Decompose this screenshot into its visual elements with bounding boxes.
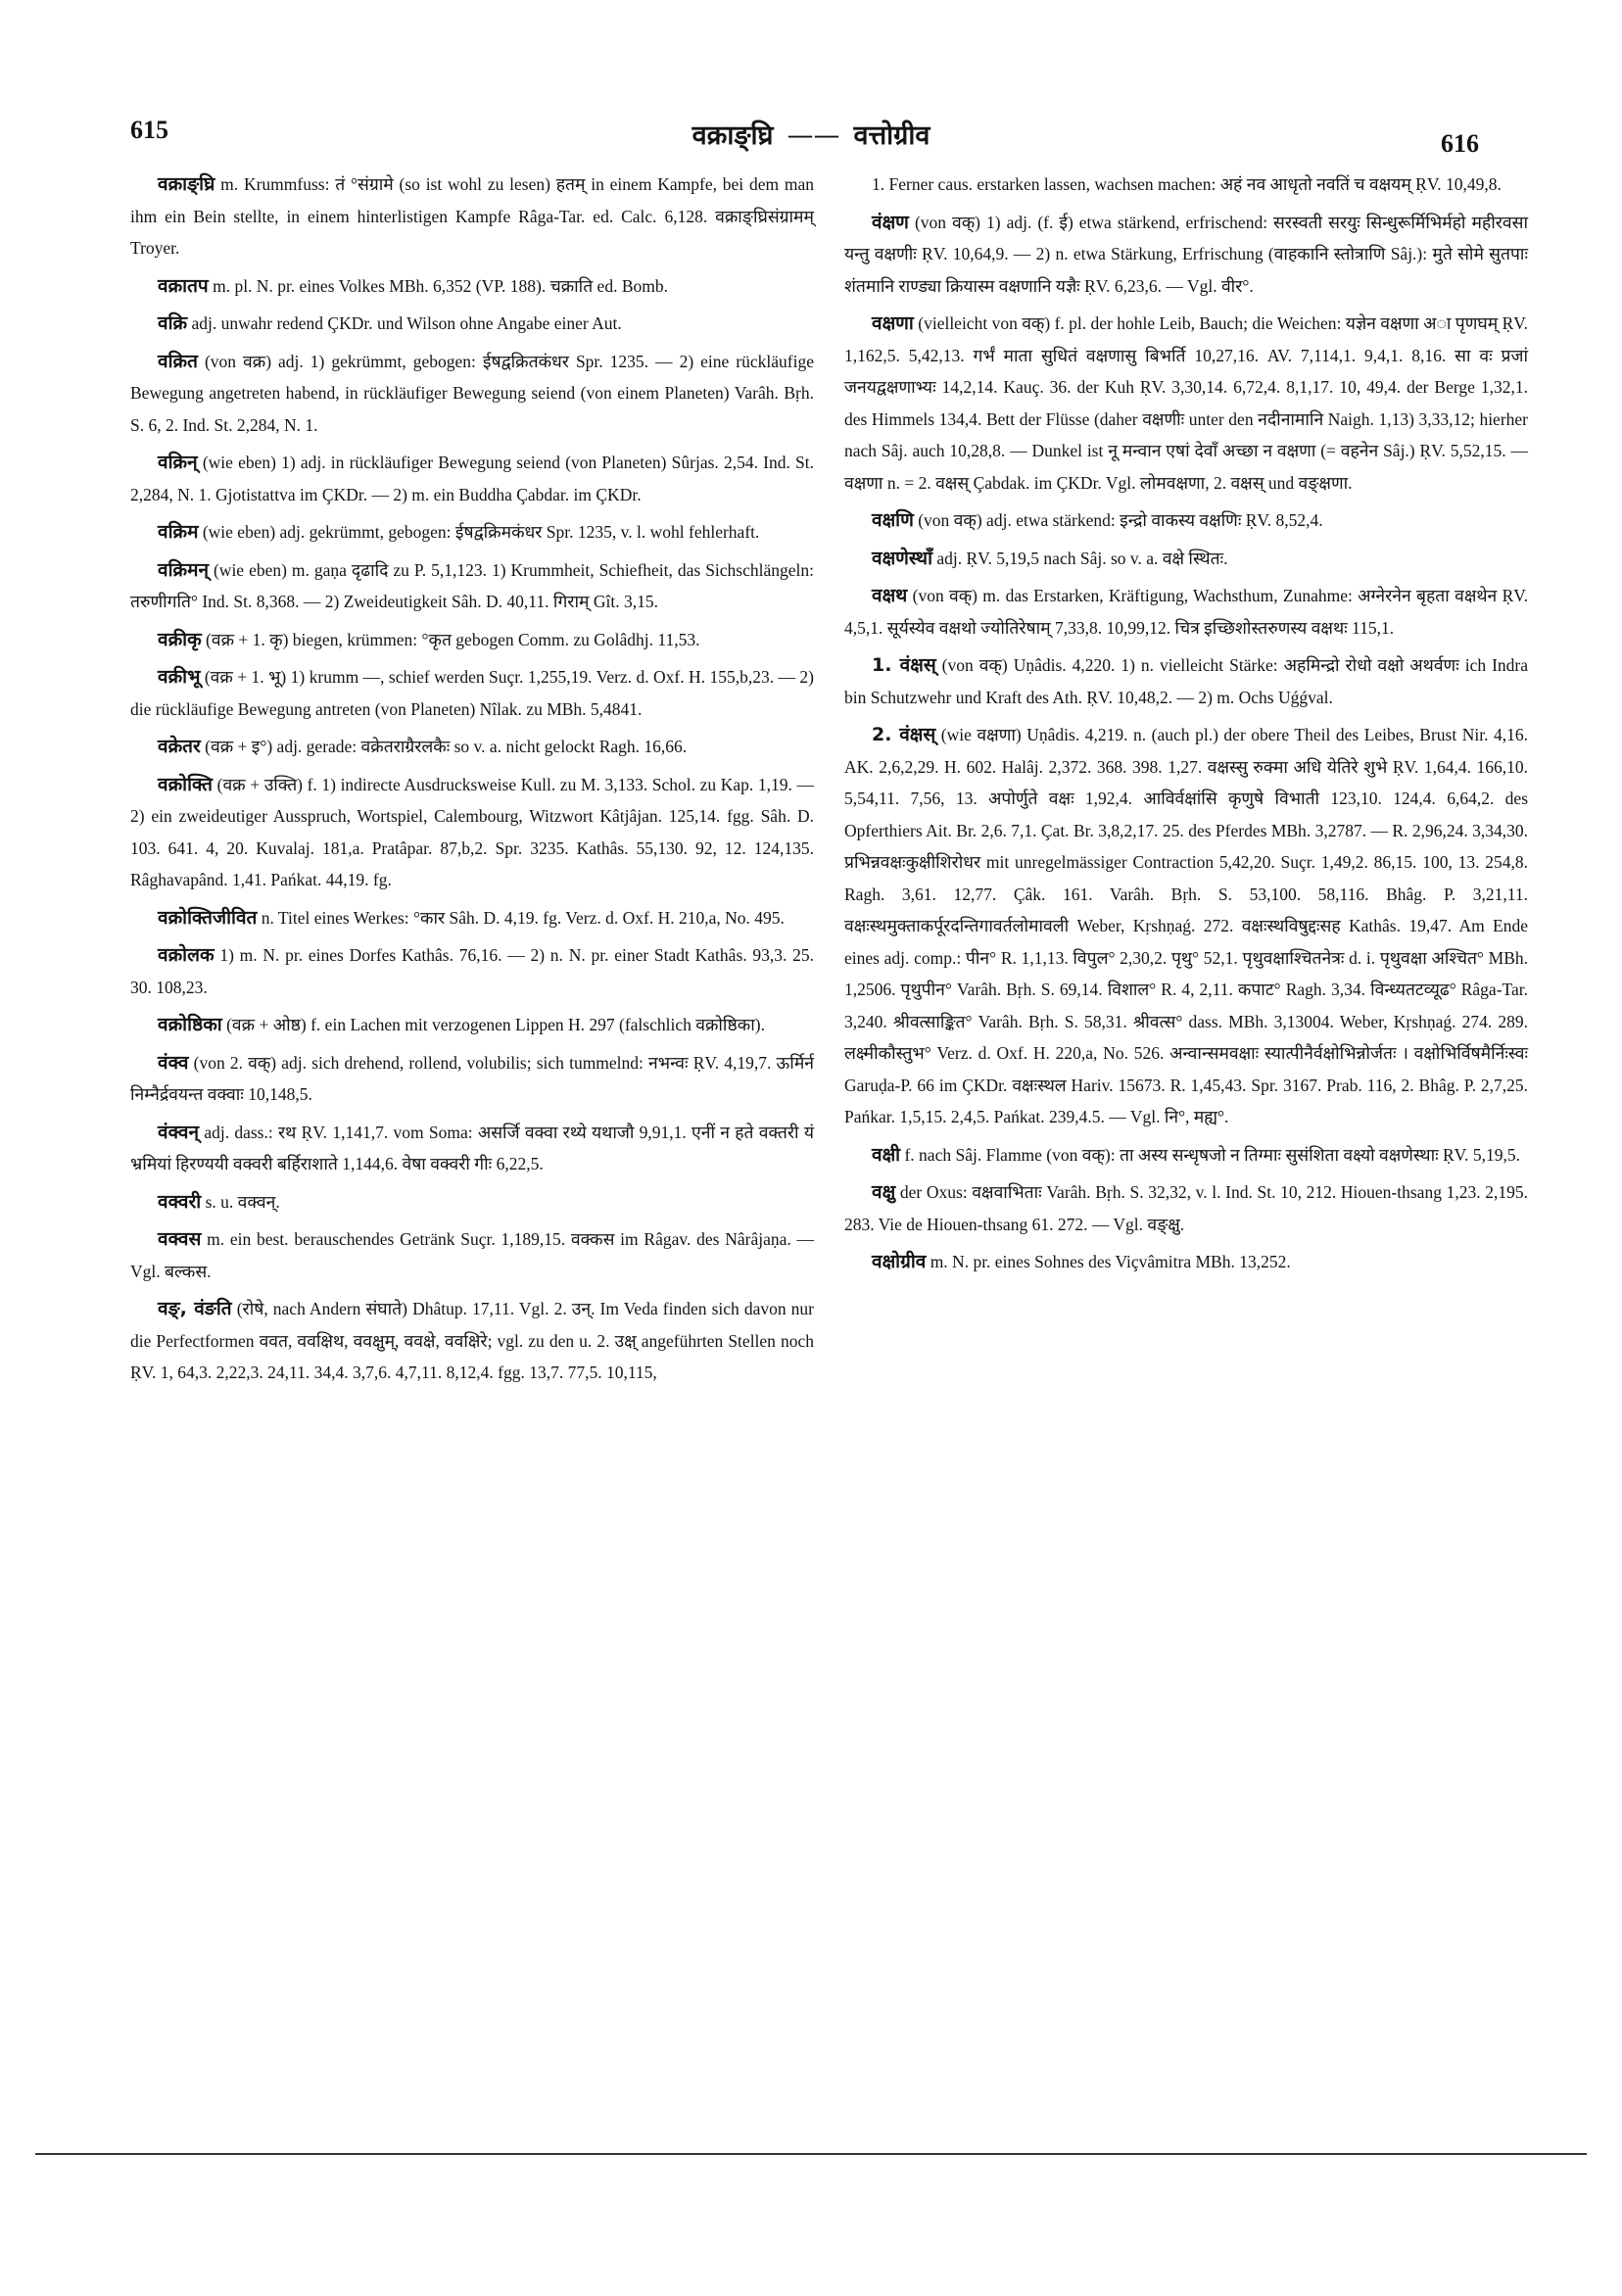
entry-headword: वक्षणा [872,312,914,334]
entry-text: (wie eben) adj. gekrümmt, gebogen: ईषद्वक्रिमकंधर Spr. 1235, v. l. wohl fehlerhaft. [202,522,760,542]
entry-headword: 2. वंक्षस् [872,724,936,745]
entry-text: (वक्र + इ°) adj. gerade: वक्रेतराग्रैरलकैः so v. a. nicht gelockt Ragh. 16,66. [205,737,688,756]
entry-text: adj. dass.: रथ ṚV. 1,141,7. vom Soma: असर्जि वक्वा रथ्ये यथाजौ 9,91,1. एनीं न हते वक्तरी यं भ्रमियां हिरण्ययी वक्वरी बर्हिराशाते 1,144,6. वेषा वक्वरी गीः 6,22,5. [130,1122,814,1173]
entry-headword: वक्रोक्तिजीवित [158,906,258,929]
dictionary-entry [130,939,814,1003]
entry-text: (wie eben) 1) adj. in rückläufiger Bewegung seiend (von Planeten) Sûrjas. 2,54. Ind. St. 2,284, N. 1. Gjotistattva im ÇKDr. — 2) m. ein Buddha Çabdar. im ÇKDr. [130,453,814,504]
entry-text: (वक्र + 1. कृ) biegen, krümmen: °कृत gebogen Comm. zu Golâdhj. 11,53. [206,629,700,649]
dictionary-entry [844,207,1528,303]
entry-headword: वङ्, वंङति [158,1298,232,1319]
page-number-right: 616 [1441,129,1479,158]
entry-headword: वक्रि [158,312,188,334]
dictionary-entry [130,1186,814,1219]
entry-headword: वक्रिन् [158,452,198,473]
entry-text: (वक्र + 1. भू) 1) krumm —, schief werden Suçr. 1,255,19. Verz. d. Oxf. H. 155,b,23. — 2) die rückläufige Bewegung antreten (von Planeten) Nîlak. zu MBh. 5,4841. [130,667,815,719]
entry-headword: वक्वरी [158,1190,202,1213]
dictionary-entry [130,1009,814,1041]
entry-text: m. pl. N. pr. eines Volkes MBh. 6,352 (VP. 188). चक्राति ed. Bomb. [213,275,668,296]
entry-headword: वक्षणेस्थाँ [872,547,932,569]
entry-headword: वक्रोक्ति [158,773,214,795]
dictionary-entry [844,719,1528,1133]
entry-text: (von वक्) m. das Erstarken, Kräftigung, Wachsthum, Zunahme: अग्नेरनेन बृहता वक्षथेन ṚV. 4,5,1. सूर्यस्येव वक्षथो ज्योतिरेषाम् 7,33,8. 10,99,12. चित्र इच्छिशोस्तरुणस्य वक्षथः 115,1. [844,586,1528,638]
running-head [0,116,1622,152]
entry-text: 1) m. N. pr. eines Dorfes Kathâs. 76,16. — 2) n. N. pr. einer Stadt Kathâs. 93,3. 25. 30. 108,23. [130,945,815,997]
entry-headword: वक्राङ्घ्रि [158,173,215,195]
dictionary-entry [844,1139,1528,1172]
dictionary-entry [844,504,1528,537]
dictionary-entry [844,649,1528,713]
dictionary-entry [130,1293,814,1389]
entry-headword: वक्रिम [158,521,199,543]
entry-headword: वक्रोष्ठिका [158,1014,222,1035]
dictionary-entry [844,1246,1528,1278]
dictionary-entry [130,346,814,442]
dictionary-entry [844,580,1528,644]
entry-text: (vielleicht von वक्) f. pl. der hohle Leib, Bauch; die Weichen: यज्ञेन वक्षणा अा पृणघम् ṚV. 1,162,5. 5,42,13. गर्भं माता सुधितं वक्षणासु बिभर्ति 10,27,16. AV. 7,114,1. 9,4,1. 8,16. सा वः प्रजां जनयद्वक्षणाभ्यः 14,2,14. Kauç. 36. der Kuh ṚV. 3,30,14. 6,72,4. 8,1,17. 10, 49,4. der Berge 1,32,1. des Himmels 134,4. Bett der Flüsse (daher वक्षणीः unter den नदीनामानि Naigh. 1,13) 3,33,12; hierher nach Sâj. auch 10,28,8. — Dunkel ist नू मन्वान एषां देवाँ अच्छा न वक्षणा (= वहनेन Sâj.) ṚV. 5,52,15. — वक्षणा n. = 2. वक्षस् Çabdak. im ÇKDr. Vgl. लोमवक्षणा, 2. वक्षस् und वङ्क्षणा. [844,313,1528,493]
entry-text: adj. unwahr redend ÇKDr. und Wilson ohne Angabe einer Aut. [191,313,622,333]
dictionary-entry [130,1117,814,1180]
entry-text: (wie वक्षणा) Uṇâdis. 4,219. n. (auch pl.) der obere Theil des Leibes, Brust Nir. 4,16. AK. 2,6,2,29. H. 602. Halâj. 2,372. 368. 398. 1,27. वक्षस्सु रुक्मा अधि येतिरे शुभे ṚV. 1,64,4. 166,10. 5,54,11. 7,56, 13. अपोर्णुते वक्षः 1,92,4. आविर्वक्षांसि कृणुषे विभाती 123,10. 124,4. 6,64,2. des Opferthiers Ait. Br. 2,6. 7,1. Çat. Br. 3,8,2,17. 25. des Pferdes MBh. 3,2787. — R. 2,96,24. 3,34,30. प्रभिन्नवक्षःकुक्षीशिरोधर mit unregelmässiger Contraction 5,42,20. Suçr. 1,49,2. 86,15. 100, 13. 254,8. Ragh. 3,61. 12,77. Çâk. 161. Varâh. Bṛh. S. 53,100. 58,116. Bhâg. P. 3,21,11. वक्षःस्थमुक्ताकर्पूरदन्तिगावर्तलोमावली Weber, Kṛshṇaǵ. 272. वक्षःस्थविषुद्दःसह Kathâs. 19,47. Am Ende eines adj. comp.: पीन° R. 1,1,13. विपुल° 2,30,2. पृथु° 52,1. पृथुवक्षाश्चितनेत्रः d. i. पृथुवक्षा अश्चित° MBh. 1,2506. पृथुपीन° Varâh. Bṛh. S. 69,14. विशाल° R. 4, 2,11. कपाट° Ragh. 3,34. विन्ध्यतटव्यूढ° Râga-Tar. 3,240. श्रीवत्साङ्कित° Varâh. Bṛh. S. 58,31. श्रीवत्स° dass. MBh. 3,13004. Weber, Kṛshṇaǵ. 274. 289. लक्ष्मीकौस्तुभ° Verz. d. Oxf. H. 220,a, No. 526. अन्वान्समवक्षाः स्यात्पीनैर्वक्षोभिन्नोर्जतः । वक्षोभिर्विषमैर्निःस्वः Garuḍa-P. 66 im ÇKDr. वक्षःस्थल Hariv. 15673. R. 1,45,43. Spr. 3167. Prab. 116, 2. Bhâg. P. 2,7,25. Pańkar. 1,5,15. 2,4,5. Pańkat. 239,4.5. — Vgl. नि°, मह्य°. [844,725,1528,1126]
page-number-left: 615 [130,116,168,144]
dictionary-entry [844,168,1528,201]
entry-text: (von वक्) 1) adj. (f. ई) etwa stärkend, erfrischend: सरस्वती सरयुः सिन्धुरूर्मिभिर्महो महीरवसा यन्तु वक्षणीः ṚV. 10,64,9. — 2) n. etwa Stärkung, Erfrischung (वाहकानि स्तोत्राणि Sâj.): मुते सोमे सुतपाः शंतमानि राण्ड्या क्रियास्म वक्षणानि यज्ञैः ṚV. 6,23,6. — Vgl. वीर°. [844,212,1528,296]
entry-text: s. u. वक्वन्. [205,1191,280,1212]
entry-text: (von 2. वक्) adj. sich drehend, rollend, volubilis; sich tummelnd: नभन्वः ṚV. 4,19,7. ऊर्मिर्न निम्नैर्द्रवयन्त वक्वाः 10,148,5. [130,1052,815,1104]
entry-text: n. Titel eines Werkes: °कार Sâh. D. 4,19. fg. Verz. d. Oxf. H. 210,a, No. 495. [261,907,785,928]
entry-headword: वक्षणि [872,509,914,531]
dictionary-entry [130,624,814,656]
entry-headword: वक्रित [158,350,198,372]
entry-headword: वक्षी [872,1143,901,1166]
entry-text: 1. Ferner caus. erstarken lassen, wachsen machen: अहं नव आधृतो नवतिं च वक्षयम् ṚV. 10,49,8. [872,174,1502,194]
entry-text: m. ein best. berauschendes Getränk Suçr. 1,189,15. वक्कस im Râgav. des Nârâjaṇa. — Vgl. बल्कस. [130,1229,814,1281]
entry-headword: वंक्वन् [158,1121,200,1143]
entry-headword: वक्षथ [872,585,908,606]
entry-headword: वक्षोग्रीव [872,1251,927,1272]
dictionary-entry [130,661,814,725]
dictionary-entry [130,1047,814,1111]
entry-headword: वंक्व [158,1051,189,1074]
entry-headword: वक्रीभू [158,666,201,688]
running-head-dash: —— [787,120,840,151]
right-column [844,168,1528,1284]
dictionary-entry [130,168,814,264]
dictionary-entry [130,902,814,934]
running-head-last: वत्तोग्रीव [853,120,930,151]
dictionary-entry [130,1223,814,1287]
entry-text: adj. ṚV. 5,19,5 nach Sâj. so v. a. वक्षे स्थितः. [936,548,1228,568]
entry-headword: वक्रोलक [158,944,215,966]
dictionary-entry [130,447,814,510]
dictionary-entry [130,308,814,340]
dictionary-entry [130,769,814,896]
entry-headword: वक्रिमन् [158,558,209,581]
entry-headword: वक्वस [158,1228,202,1250]
entry-text: m. N. pr. eines Sohnes des Viçvâmitra MBh. 13,252. [930,1252,1291,1271]
entry-text: (रोषे, nach Andern संघाते) Dhâtup. 17,11. Vgl. 2. उन्. Im Veda finden sich davon nur die Perfectformen ववत, ववक्षिथ, ववक्षुम्, ववक्षे, ववक्षिरे; vgl. zu den u. 2. उक्ष् angeführten Stellen noch ṚV. 1, 64,3. 2,22,3. 24,11. 34,4. 3,7,6. 4,7,11. 8,12,4. fgg. 13,7. 77,5. 10,115, [130,1299,814,1382]
entry-text: f. nach Sâj. Flamme (von वक्): ता अस्य सन्धृषजो न तिग्माः सुसंशिता वक्ष्यो वक्षणेस्थाः ṚV. 5,19,5. [904,1144,1520,1165]
entry-text: m. Krummfuss: तं °संग्रामे (so ist wohl zu lesen) हतम् in einem Kampfe, bei dem man ihm ein Bein stellte, in einem hinterlistigen Kampfe Râga-Tar. ed. Calc. 6,128. वक्राङ्घ्रिसंग्रामम् Troyer. [130,174,814,258]
entry-text: (वक्र + उक्ति) f. 1) indirecte Ausdrucksweise Kull. zu M. 3,133. Schol. zu Kap. 1,19. — 2) ein zweideutiger Ausspruch, Wortspiel, Calembourg, Witzwort Kâtjâjan. 125,14. fgg. Sâh. D. 103. 641. 4, 20. Kuvalaj. 181,a. Pratâpar. 87,b,2. Spr. 3235. Kathâs. 55,130. 92, 12. 124,135. Râghavapând. 1,41. Pańkat. 44,19. fg. [130,774,814,889]
entry-text: (वक्र + ओष्ठ) f. ein Lachen mit verzogenen Lippen H. 297 (falschlich वक्रोष्ठिका). [226,1015,765,1034]
dictionary-entry [130,554,814,618]
entry-headword: वंक्षण [872,211,909,233]
entry-text: (von वक्) Uṇâdis. 4,220. 1) n. vielleicht Stärke: अहमिन्द्रो रोधो वक्षो अथर्वणः ich Indra bin Schutzwehr und Kraft des Ath. ṚV. 10,48,2. — 2) m. Ochs Uǵǵval. [844,655,1528,707]
entry-headword: 1. वंक्षस् [872,654,936,676]
entry-text: (von वक्र) adj. 1) gekrümmt, gebogen: ईषद्वक्रितकंधर Spr. 1235. — 2) eine rückläufige Bewegung angetreten habend, in rückläufiger Bewegung seiend (von einem Planeten) Varâh. Bṛh. S. 6, 2. Ind. St. 2,284, N. 1. [130,351,814,435]
dictionary-entry [844,1176,1528,1240]
dictionary-entry [130,731,814,763]
dictionary-entry [130,270,814,303]
left-column [130,168,814,1395]
dictionary-entry [130,516,814,549]
entry-text: der Oxus: वक्षवाभिताः Varâh. Bṛh. S. 32,32, v. l. Ind. St. 10, 212. Hiouen-thsang 1,23. 2,195. 283. Vie de Hiouen-thsang 61. 272. — Vgl. वङ्क्षु. [844,1182,1528,1234]
dictionary-entry [844,543,1528,575]
entry-headword: वक्रेतर [158,736,201,757]
entry-headword: वक्षु [872,1181,896,1203]
footer-rule [35,2153,1587,2155]
entry-text: (von वक्) adj. etwa stärkend: इन्द्रो वाकस्य वक्षणिः ṚV. 8,52,4. [918,510,1323,530]
entry-headword: वक्रीकृ [158,628,202,650]
entry-text: (wie eben) m. gaṇa दृढादि zu P. 5,1,123. 1) Krummheit, Schiefheit, das Sichschlängeln: तरुणीगति° Ind. St. 8,368. — 2) Zweideutigkeit Sâh. D. 40,11. गिराम् Gît. 3,15. [130,559,815,611]
dictionary-entry [844,308,1528,499]
running-head-first: वक्राङ्घ्रि [692,120,774,151]
entry-headword: वक्रातप [158,274,209,297]
